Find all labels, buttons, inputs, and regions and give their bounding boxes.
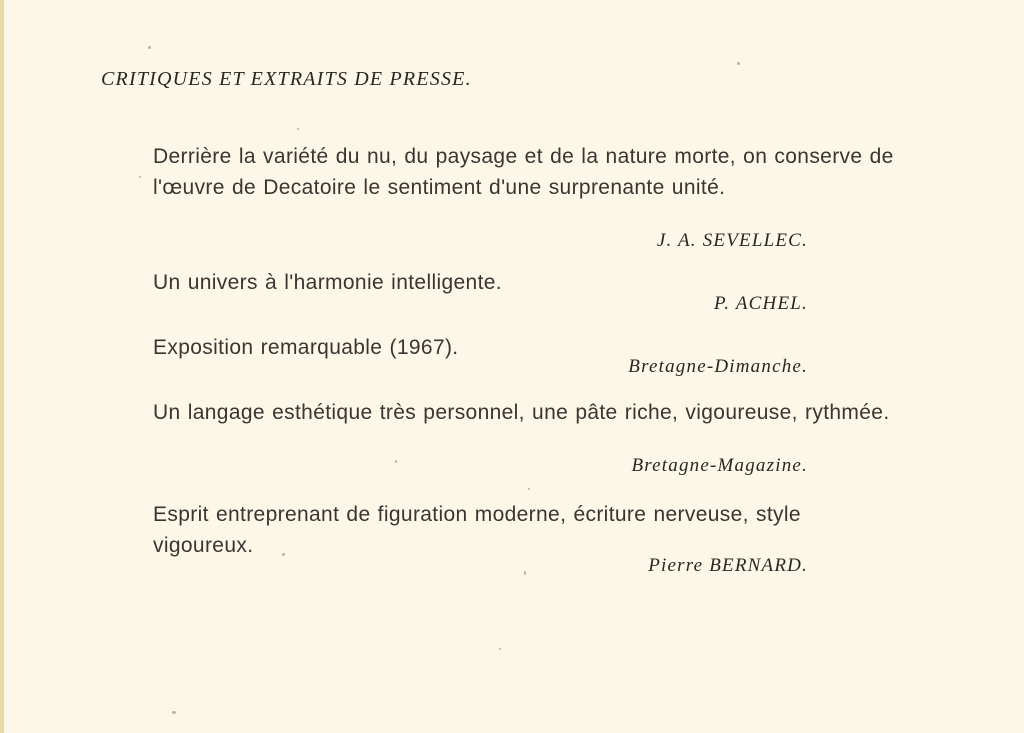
paper-speck bbox=[172, 711, 176, 714]
page-edge bbox=[0, 0, 4, 733]
paper-speck bbox=[139, 176, 141, 178]
attribution-5: Pierre BERNARD. bbox=[648, 555, 808, 576]
quote-1: Derrière la variété du nu, du paysage et de la nature morte, on conserve de l'œuvre de Decatoire le sentiment d'une surprenante unité. bbox=[153, 145, 894, 199]
attribution-1: J. A. SEVELLEC. bbox=[656, 230, 808, 251]
paper-speck bbox=[297, 128, 299, 130]
paper-speck bbox=[148, 46, 151, 49]
paper-speck bbox=[395, 460, 397, 463]
quote-3: Exposition remarquable (1967). bbox=[153, 336, 459, 359]
attribution-3: Bretagne-Dimanche. bbox=[628, 356, 808, 377]
quote-2: Un univers à l'harmonie intelligente. bbox=[153, 271, 502, 294]
paper-speck bbox=[499, 648, 501, 650]
attribution-4: Bretagne-Magazine. bbox=[631, 455, 808, 476]
attribution-2: P. ACHEL. bbox=[713, 293, 808, 314]
paper-speck bbox=[524, 571, 526, 575]
paper-speck bbox=[282, 553, 285, 556]
page-title: CRITIQUES ET EXTRAITS DE PRESSE. bbox=[101, 68, 472, 90]
paper-speck bbox=[737, 62, 740, 65]
quote-4: Un langage esthétique très personnel, une pâte riche, vigoureuse, rythmée. bbox=[153, 401, 890, 424]
quote-5: Esprit entreprenant de figuration moderne, écriture nerveuse, style vigoureux. bbox=[153, 503, 801, 557]
paper-speck bbox=[528, 488, 530, 490]
